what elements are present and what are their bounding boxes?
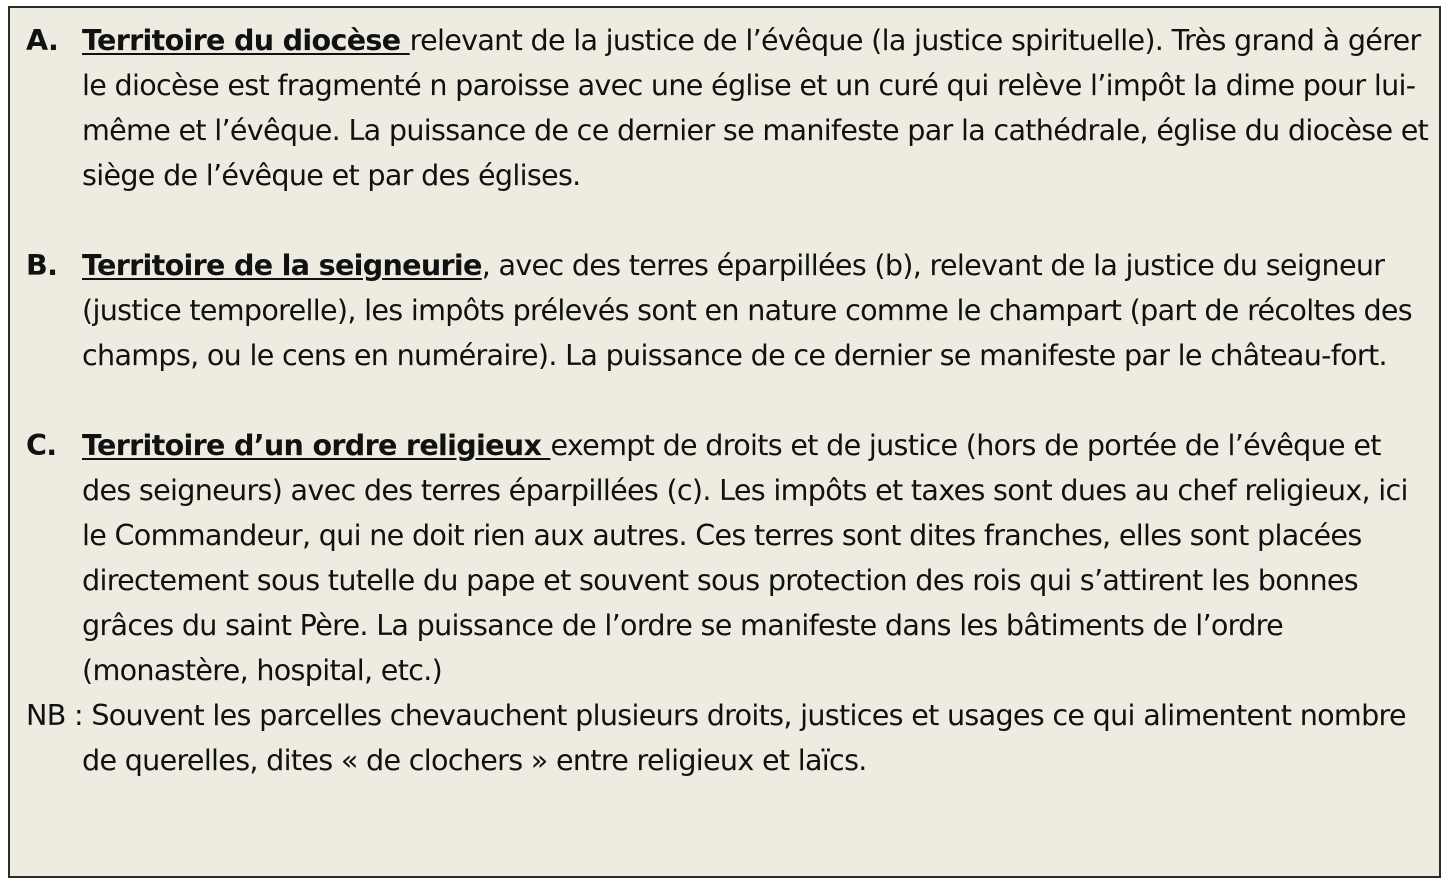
item-b-letter: B. [26,248,58,282]
item-a-letter: A. [26,23,59,57]
item-c-title: Territoire d’un ordre religieux [82,428,551,462]
text-content [26,18,1431,783]
text-box [8,6,1441,878]
item-c-text: exempt de droits et de justice (hors de portée de l’évêque et des seigneurs) avec des terres éparpillées (c). Les impôts et taxes sont dues au chef religieux, ici le Commandeur, qui ne doit rien aux autres. Ces terres sont dites franches, elles sont placées directement sous tutelle du pape et souvent sous protection des rois qui s’attirent les bonnes grâces du saint Père. La puissance de l’ordre se manifeste dans les bâtiments de l’ordre (monastère, hospital, etc.) [82,428,1408,687]
item-c [26,423,1431,693]
item-a [26,18,1431,198]
item-b-title: Territoire de la seigneurie [82,248,482,282]
item-a-title: Territoire du diocèse [82,23,410,57]
nb-note: NB : Souvent les parcelles chevauchent plusieurs droits, justices et usages ce qui alimentent nombre de querelles, dites « de clochers » entre religieux et laïcs. [26,698,1406,777]
item-b [26,243,1431,378]
item-c-letter: C. [26,428,57,462]
item-a-text: relevant de la justice de l’évêque (la justice spirituelle). Très grand à gérer le diocèse est fragmenté n paroisse avec une église et un curé qui relève l’impôt la dime pour lui-même et l’évêque. La puissance de ce dernier se manifeste par la cathédrale, église du diocèse et siège de l’évêque et par des églises. [82,23,1429,192]
item-b-text: , avec des terres éparpillées (b), relevant de la justice du seigneur (justice temporelle), les impôts prélevés sont en nature comme le champart (part de récoltes des champs, ou le cens en numéraire). La puissance de ce dernier se manifeste par le château-fort. [82,248,1412,372]
